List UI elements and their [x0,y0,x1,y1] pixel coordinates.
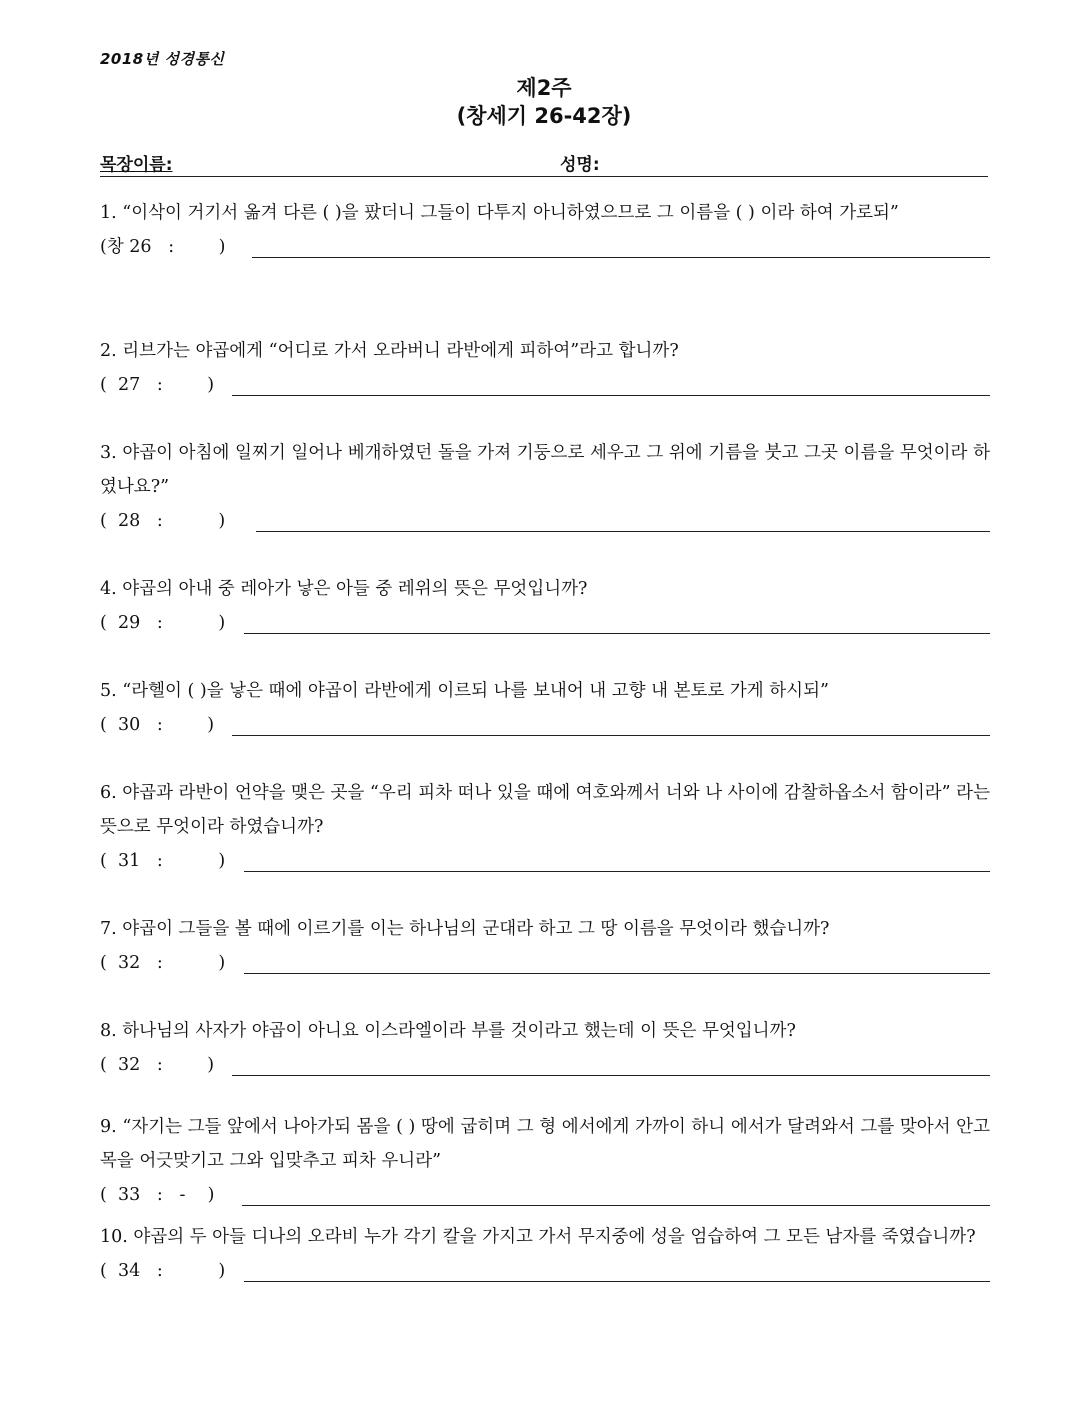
verse-reference: ( 27 : ) [100,375,215,395]
verse-reference: ( 28 : ) [100,511,226,531]
verse-reference: ( 32 : ) [100,1055,215,1075]
question-text: 5. “라헬이 ( )을 낳은 때에 야곱이 라반에게 이르되 나를 보내어 내 고향 내 본토로 가게 하시되” [100,681,829,701]
answer-row [100,946,990,980]
question-text: 1. “이삭이 거기서 옮겨 다른 ( )을 팠더니 그들이 다투지 아니하였으므로 그 이름을 ( ) 이라 하여 가로되” [100,203,899,223]
answer-row [100,1048,990,1082]
question-text: 4. 야곱의 아내 중 레아가 낳은 아들 중 레위의 뜻은 무엇입니까? [100,579,588,599]
answer-row [100,368,990,402]
answer-row [100,1178,990,1212]
question-text: 10. 야곱의 두 아들 디나의 오라비 누가 각기 칼을 가지고 가서 무지중에 성을 엄습하여 그 모든 남자를 죽였습니까? [100,1227,976,1247]
person-name-label: 성명: [560,155,600,175]
name-fields-row [100,150,988,177]
question-text: 6. 야곱과 라반이 언약을 맺은 곳을 “우리 피차 떠나 있을 때에 여호와께서 너와 나 사이에 감찰하옵소서 함이라” 라는 뜻으로 무엇이라 하였습니까? [100,783,990,837]
answer-line[interactable] [244,1281,990,1282]
question-7 [100,912,990,980]
answer-row [100,708,990,742]
answer-line[interactable] [256,531,990,532]
question-4 [100,572,990,640]
verse-reference: ( 33 : - ) [100,1185,215,1205]
verse-reference: ( 31 : ) [100,851,226,871]
verse-reference: ( 29 : ) [100,613,226,633]
question-8 [100,1014,990,1082]
answer-line[interactable] [244,973,990,974]
question-text: 3. 야곱이 아침에 일찌기 일어나 베개하였던 돌을 가져 기둥으로 세우고 그 위에 기름을 붓고 그곳 이름을 무엇이라 하였나요?” [100,443,990,497]
parish-name-label: 목장이름: [100,155,173,175]
question-text: 9. “자기는 그들 앞에서 나아가되 몸을 ( ) 땅에 굽히며 그 형 에서에게 가까이 하니 에서가 달려와서 그를 맞아서 안고 목을 어긋맞기고 그와 입맞추고 피차 우니라” [100,1117,990,1171]
answer-row [100,1254,990,1288]
answer-line[interactable] [252,257,990,258]
answer-row [100,504,990,538]
question-text: 8. 하나님의 사자가 야곱이 아니요 이스라엘이라 부를 것이라고 했는데 이 뜻은 무엇입니까? [100,1021,796,1041]
verse-reference: ( 32 : ) [100,953,226,973]
week-title: 제2주 [516,76,572,100]
document-header: 2018년 성경통신 [100,50,225,68]
verse-reference: (창 26 : ) [100,237,226,257]
question-5 [100,674,990,742]
question-3 [100,436,990,538]
question-text: 7. 야곱이 그들을 볼 때에 이르기를 이는 하나님의 군대라 하고 그 땅 이름을 무엇이라 했습니까? [100,919,830,939]
answer-line[interactable] [244,871,990,872]
verse-reference: ( 30 : ) [100,715,215,735]
question-10 [100,1220,990,1288]
answer-row [100,606,990,640]
question-9 [100,1110,990,1212]
answer-line[interactable] [232,395,990,396]
answer-line[interactable] [242,1205,990,1206]
question-text: 2. 리브가는 야곱에게 “어디로 가서 오라버니 라반에게 피하여”라고 합니까? [100,341,679,361]
answer-row [100,230,990,264]
answer-line[interactable] [244,633,990,634]
question-6 [100,776,990,878]
verse-reference: ( 34 : ) [100,1261,226,1281]
chapter-range-title: (창세기 26-42장) [456,104,632,128]
answer-row [100,844,990,878]
question-2 [100,334,990,402]
question-1 [100,196,990,264]
answer-line[interactable] [232,735,990,736]
answer-line[interactable] [232,1075,990,1076]
